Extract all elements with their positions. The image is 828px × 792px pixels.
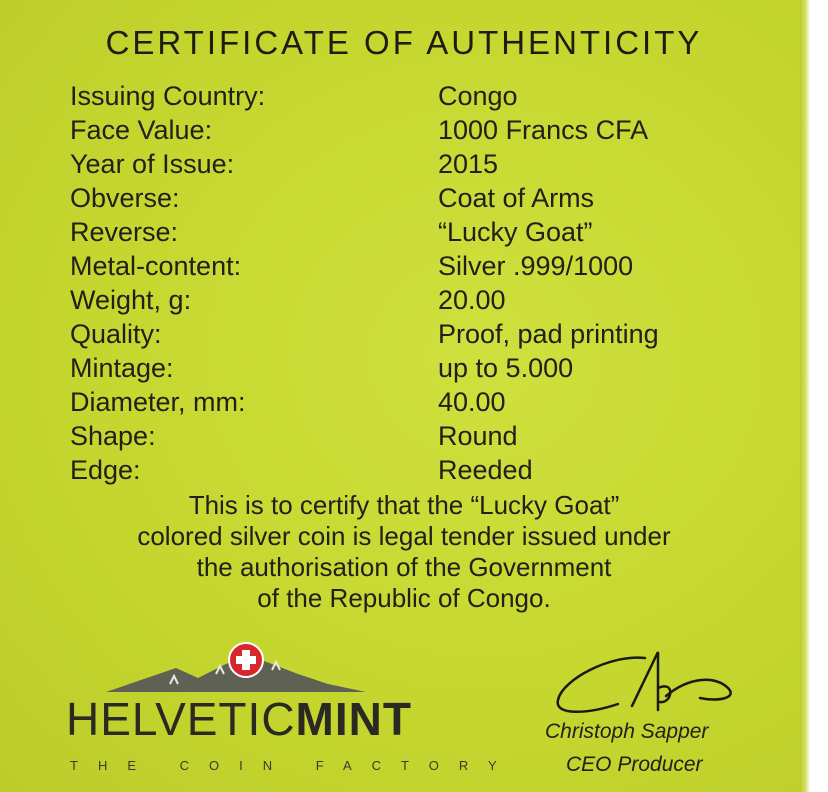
spec-value: Proof, pad printing — [438, 319, 659, 349]
spec-row — [70, 385, 659, 419]
spec-row — [70, 147, 659, 181]
spec-row — [70, 249, 659, 283]
spec-label: Issuing Country: — [70, 81, 266, 111]
handwritten-signature — [540, 640, 760, 720]
spec-value: Silver .999/1000 — [438, 251, 634, 281]
signatory-name: Christoph Sapper — [545, 720, 709, 743]
spec-value: 20.00 — [438, 285, 506, 315]
card-edge — [800, 0, 810, 792]
spec-label: Metal-content: — [70, 251, 242, 281]
spec-row — [70, 419, 659, 453]
spec-row — [70, 181, 659, 215]
spec-value: Congo — [438, 81, 518, 111]
swiss-cross-mountain-icon — [66, 640, 426, 700]
spec-label: Obverse: — [70, 183, 180, 213]
spec-label: Mintage: — [70, 353, 174, 383]
signature-block — [540, 640, 760, 780]
brand-name — [66, 692, 412, 746]
spec-label: Edge: — [70, 455, 141, 485]
spec-value: 2015 — [438, 149, 499, 179]
spec-label: Reverse: — [70, 217, 179, 247]
spec-value: “Lucky Goat” — [438, 217, 593, 247]
spec-row — [70, 453, 659, 487]
spec-row — [70, 351, 659, 385]
spec-label: Face Value: — [70, 115, 213, 145]
spec-label: Diameter, mm: — [70, 387, 246, 417]
spec-label: Year of Issue: — [70, 149, 235, 179]
statement-line: This is to certify that the “Lucky Goat” — [188, 490, 620, 520]
spec-label: Weight, g: — [70, 285, 192, 315]
spec-row — [70, 317, 659, 351]
spec-row — [70, 215, 659, 249]
statement-line: of the Republic of Congo. — [257, 583, 551, 613]
spec-value: Coat of Arms — [438, 183, 595, 213]
spec-row — [70, 79, 659, 113]
statement-line: the authorisation of the Government — [196, 552, 612, 582]
spec-row — [70, 283, 659, 317]
spec-list — [70, 79, 659, 487]
spec-value: 1000 Francs CFA — [438, 115, 649, 145]
spec-label: Shape: — [70, 421, 156, 451]
brand-tagline: THE COIN FACTORY — [70, 758, 517, 773]
helveticmint-logo — [66, 640, 517, 780]
spec-value: 40.00 — [438, 387, 506, 417]
spec-value: Round — [438, 421, 518, 451]
spec-value: Reeded — [438, 455, 533, 485]
spec-value: up to 5.000 — [438, 353, 574, 383]
certificate-title: CERTIFICATE OF AUTHENTICITY — [105, 24, 703, 61]
brand-bold: MINT — [295, 693, 412, 745]
certification-statement — [0, 490, 808, 614]
spec-label: Quality: — [70, 319, 162, 349]
signatory-role: CEO Producer — [566, 753, 703, 776]
brand-light: HELVETIC — [66, 693, 296, 745]
spec-row — [70, 113, 659, 147]
statement-line: colored silver coin is legal tender issued under — [137, 521, 671, 551]
